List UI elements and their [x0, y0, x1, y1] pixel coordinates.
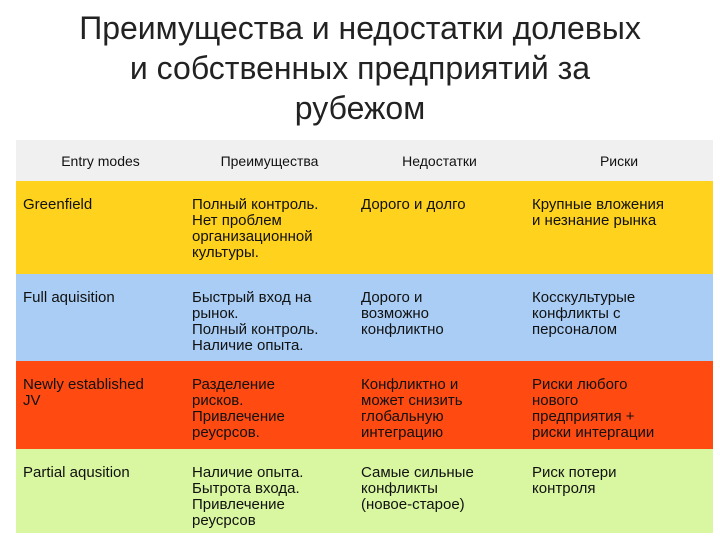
table-cell-advantages: Разделение рисков. Привлечение реусрсов.: [192, 376, 285, 441]
table-cell-advantages: Быстрый вход на рынок. Полный контроль. Наличие опыта.: [192, 289, 319, 354]
table-cell-disadvantages: Дорого и возможно конфликтно: [361, 289, 444, 338]
table-row: [16, 274, 713, 361]
table-cell-disadvantages: Конфликтно и может снизить глобальную интеграцию: [361, 376, 463, 441]
column-header-risks: Риски: [599, 152, 639, 169]
comparison-table: [16, 140, 713, 533]
table-cell-risks: Риски любого нового предприятия + риски интергации: [532, 376, 655, 441]
table-cell-entry-mode: Greenfield: [23, 196, 93, 213]
slide-title-text: Преимущества и недостатки долевых и собственных предприятий за рубежом: [79, 10, 641, 126]
table-cell-risks: Косскультурые конфликты с персоналом: [532, 289, 636, 338]
table-row: [16, 361, 713, 449]
slide-title: [20, 8, 700, 128]
table-cell-advantages: Наличие опыта. Бытрота входа. Привлечение реусрсов: [192, 464, 304, 529]
column-header-entry-modes: Entry modes: [61, 152, 140, 169]
table-cell-entry-mode: Newly established JV: [23, 376, 144, 409]
table-row: [16, 449, 713, 533]
table-header-row: [16, 140, 713, 181]
table-cell-entry-mode: Full aquisition: [23, 289, 115, 306]
column-header-advantages: Преимущества: [220, 152, 319, 169]
table-cell-disadvantages: Дорого и долго: [361, 196, 466, 213]
table-cell-disadvantages: Самые сильные конфликты (новое-старое): [361, 464, 474, 513]
table-row: [16, 181, 713, 274]
table-cell-risks: Риск потери контроля: [532, 464, 617, 497]
table-cell-advantages: Полный контроль. Нет проблем организационной культуры.: [192, 196, 319, 261]
column-header-disadvantages: Недостатки: [402, 152, 477, 169]
table-cell-entry-mode: Partial aqusition: [23, 464, 130, 481]
table-cell-risks: Крупные вложения и незнание рынка: [532, 196, 664, 229]
